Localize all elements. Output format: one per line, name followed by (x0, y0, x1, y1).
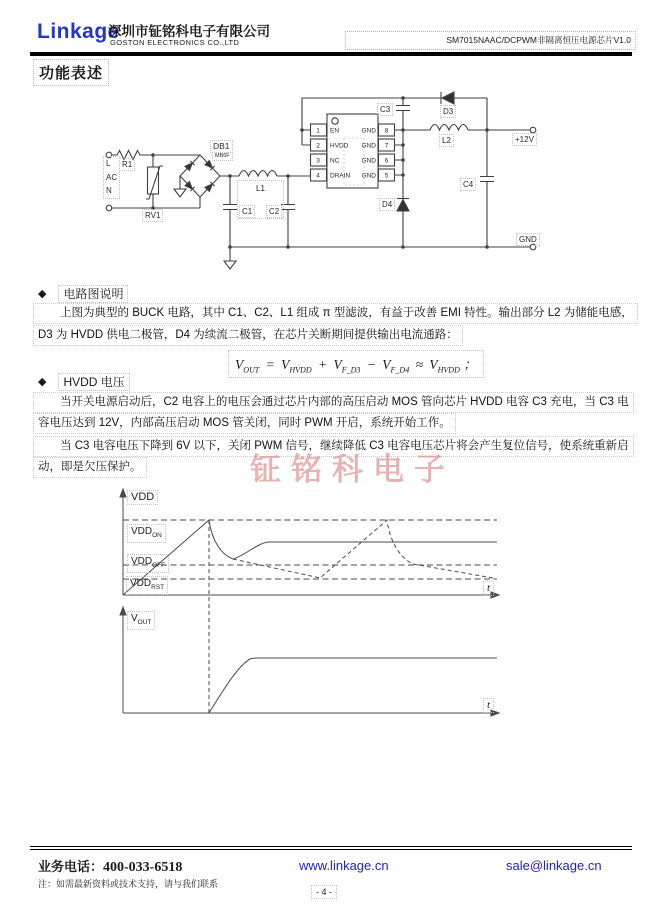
paragraph-line: D3 为 HVDD 供电二极管，D4 为续流二极管，在芯片关断期间提供输出电流通路： (33, 325, 463, 346)
paragraph-line: 动，即是欠压保护。 (33, 457, 147, 478)
formula-operator: − (366, 357, 376, 372)
label-c1: C1 (239, 205, 255, 218)
vdd-on-label: $VDD_{ON}$ (127, 524, 166, 543)
pin-number: 7 (384, 142, 389, 150)
inductor-L2 (430, 125, 468, 131)
paragraph-line: 容电压达到 12V，内部高压启动 MOS 管关闭，同时 PWM 开启，系统开始工作。 (33, 413, 456, 434)
junction-dots (151, 96, 489, 249)
footer-note: 注：如需最新资料或技术支持，请与我们联系 (38, 879, 219, 889)
label-l2: L2 (439, 134, 454, 147)
vdd-axis-label: VDD (127, 490, 158, 505)
section-title-circuit-desc: 电路图说明 (58, 285, 128, 303)
paragraph-line: 当 C3 电容电压下降到 6V 以下，关闭 PWM 信号，继续降低 C3 电容电压芯片将会产生复位信号，使系统重新启 (33, 436, 634, 457)
formula-operator: ≈ (415, 357, 423, 372)
pin-number: 1 (316, 127, 320, 135)
label-d4: D4 (379, 198, 395, 211)
company-name-cn: 深圳市钲铭科电子有限公司 (108, 24, 270, 39)
linkage-logo: Linkage (37, 20, 120, 43)
vdd-rst-label: $VDD_{RST}$ (126, 576, 168, 595)
label-gnd: GND (516, 233, 540, 246)
capacitor-C3 (396, 98, 410, 130)
terminal-N (106, 205, 112, 211)
formula-term: $V_{OUT}$ (235, 357, 260, 375)
company-name-en: GOSTON ELECTRONICS CO.,LTD (110, 38, 240, 47)
section-circuit-desc-header (38, 285, 128, 302)
label-neutral: AC (106, 172, 118, 182)
label-d3: D3 (440, 105, 456, 118)
circuit-schematic (0, 85, 650, 285)
diode-D4 (397, 199, 409, 248)
footer-rule (30, 846, 632, 850)
time-axis-label: t (483, 581, 494, 596)
watermark: 钲铭科电子 (250, 452, 455, 487)
inductor-L1 (239, 171, 277, 177)
vdd-curve-dashed (233, 520, 493, 578)
waveform-figure (0, 485, 650, 720)
time-axis-label: t (483, 698, 494, 713)
website-link[interactable]: www.linkage.cn (299, 858, 389, 873)
phone-number: 400-033-6518 (103, 860, 183, 875)
vout-curve (123, 658, 497, 713)
vout-formula (228, 350, 484, 378)
pin-label-drain: DRAIN (330, 172, 351, 180)
pin-label-gnd: GND (361, 142, 376, 150)
pin-number: 4 (316, 172, 320, 180)
vdd-curve-solid (123, 520, 497, 595)
ground-symbol (174, 189, 186, 197)
label-rv1: RV1 (142, 209, 163, 222)
vout-axis-label: $V_{OUT}$ (127, 611, 155, 630)
diode-D3 (441, 92, 487, 104)
formula-term: $V_{F\_D3}$ (333, 357, 361, 375)
formula-term: $V_{HVDD}$ (429, 357, 460, 375)
diamond-bullet-icon: ◆ (38, 288, 47, 300)
label-n: N (106, 186, 112, 195)
pin-number: 8 (384, 127, 389, 135)
formula-end: ； (463, 357, 477, 372)
footer-phone (38, 856, 182, 876)
label-c4: C4 (460, 178, 476, 191)
label-db1-part: MB6F (212, 152, 233, 161)
page-title: 功能表述 (33, 59, 109, 86)
pin-label-en: EN (330, 127, 340, 135)
terminal-12v (530, 127, 536, 133)
pin-number: 6 (384, 157, 389, 165)
varistor-RV1 (146, 155, 163, 208)
label-c2: C2 (266, 205, 282, 218)
label-db1: DB1 (210, 140, 233, 153)
ground-symbol (224, 261, 236, 269)
capacitor-C1 (223, 176, 237, 247)
formula-term: $V_{F\_D4}$ (382, 357, 410, 375)
label-r1: R1 (119, 158, 135, 171)
pin-label-gnd: GND (361, 172, 376, 180)
pin-label-gnd: GND (361, 157, 376, 165)
label-c3: C3 (377, 103, 393, 116)
document-title: SM7015NAAC/DCPWM非隔离恒压电源芯片V1.0 (345, 31, 636, 50)
email-link[interactable]: sale@linkage.cn (506, 858, 602, 873)
diamond-bullet-icon: ◆ (38, 376, 47, 388)
pin-label-gnd: GND (361, 127, 376, 135)
bridge-rectifier-DB1 (174, 155, 220, 208)
page-number: - 4 - (311, 885, 337, 899)
vdd-off-label: $VDD_{OFF}$ (127, 554, 169, 573)
section-hvdd-header (38, 373, 130, 390)
phone-label: 业务电话： (38, 859, 104, 874)
chip-SM7015 (311, 114, 404, 188)
capacitor-C4 (480, 177, 494, 248)
label-l1: L1 (237, 180, 284, 219)
pin-number: 5 (384, 172, 389, 180)
formula-operator: = (265, 357, 275, 372)
section-title-hvdd: HVDD 电压 (58, 373, 129, 391)
ac-input-labels (103, 156, 120, 199)
pin-number: 3 (316, 157, 320, 165)
pin-label-nc: NC (330, 157, 340, 165)
label-12v: +12V (512, 133, 537, 146)
formula-term: $V_{HVDD}$ (281, 357, 312, 375)
header-rule (30, 52, 632, 56)
label-line: L (106, 159, 111, 168)
paragraph-line: 上图为典型的 BUCK 电路，其中 C1、C2、L1 组成 π 型滤波，有益于改善 EMI 特性。输出部分 L2 为储能电感， (33, 303, 638, 324)
pin-label-hvdd: HVDD (330, 142, 349, 150)
formula-operator: + (317, 357, 328, 372)
paragraph-line: 当开关电源启动后，C2 电容上的电压会通过芯片内部的高压启动 MOS 管向芯片 HVDD 电容 C3 充电，当 C3 电 (33, 392, 634, 413)
pin-number: 2 (316, 142, 320, 150)
